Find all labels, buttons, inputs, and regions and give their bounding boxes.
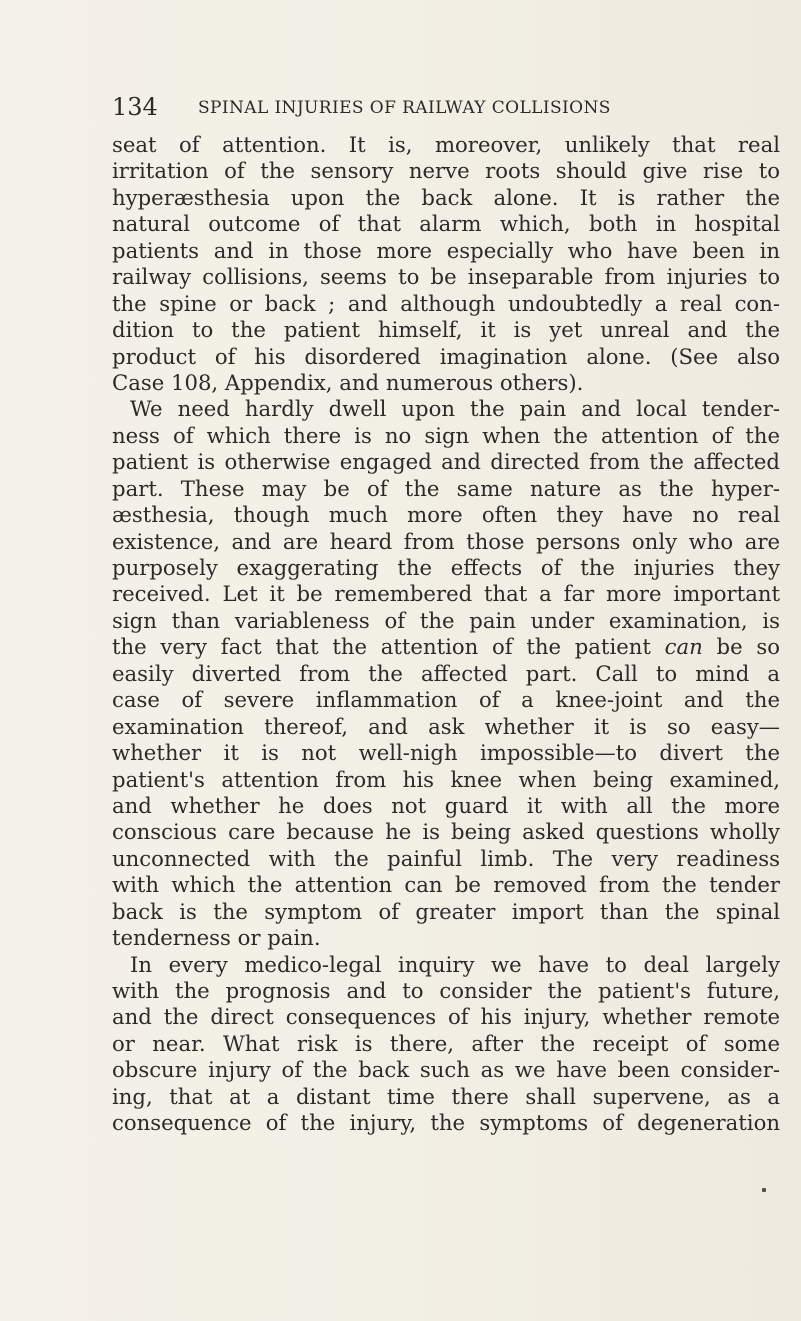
italic-can: can <box>664 634 703 660</box>
text-line: hyperæsthesia upon the back alone. It is rather the <box>112 184 780 210</box>
text-line: ing, that at a distant time there shall supervene, as a <box>112 1083 780 1109</box>
text-line: the spine or back ; and although undoubtedly a real con- <box>112 290 780 316</box>
text-line: whether it is not well-nigh impossible—to divert the <box>112 740 780 766</box>
text-line: with which the attention can be removed from the tender <box>112 872 780 898</box>
text-line: sign than variableness of the pain under examination, is <box>112 607 780 633</box>
text-line: existence, and are heard from those persons only who are <box>112 528 780 554</box>
text-line: dition to the patient himself, it is yet unreal and the <box>112 317 780 343</box>
text-line: and the direct consequences of his injury, whether remote <box>112 1004 780 1030</box>
text-line: part. These may be of the same nature as the hyper- <box>112 475 780 501</box>
text-line: patient's attention from his knee when being examined, <box>112 766 780 792</box>
text-line: patients and in those more especially who have been in <box>112 237 780 263</box>
text-line: patient is otherwise engaged and directed from the affected <box>112 449 780 475</box>
text-line: unconnected with the painful limb. The very readiness <box>112 845 780 871</box>
text-line: tenderness or pain. <box>112 925 321 951</box>
body-text <box>112 132 780 1137</box>
text-line: examination thereof, and ask whether it is so easy— <box>112 713 780 739</box>
text-line: easily diverted from the affected part. Call to mind a <box>112 660 780 686</box>
text-line: obscure injury of the back such as we have been consider- <box>112 1057 780 1083</box>
text-line: and whether he does not guard it with all the more <box>112 792 780 818</box>
page-number: 134 <box>112 93 158 121</box>
text-line: natural outcome of that alarm which, both in hospital <box>112 211 780 237</box>
text-line: product of his disordered imagination alone. (See also <box>112 343 780 369</box>
text-line: railway collisions, seems to be inseparable from injuries to <box>112 264 780 290</box>
text-line: ness of which there is no sign when the attention of the <box>112 422 780 448</box>
text-line: Case 108, Appendix, and numerous others). <box>112 369 584 395</box>
text-line-with-italic <box>112 634 780 660</box>
text-line: or near. What risk is there, after the receipt of some <box>112 1030 780 1056</box>
text-line: case of severe inflammation of a knee-joint and the <box>112 687 780 713</box>
text-line: seat of attention. It is, moreover, unlikely that real <box>112 132 780 157</box>
text-segment: be so <box>716 634 780 660</box>
running-head-title: SPINAL INJURIES OF RAILWAY COLLISIONS <box>198 98 611 118</box>
text-line: irritation of the sensory nerve roots should give rise to <box>112 158 780 184</box>
text-line: received. Let it be remembered that a far more important <box>112 581 780 607</box>
running-head <box>112 92 672 122</box>
text-line: conscious care because he is being asked questions wholly <box>112 819 780 845</box>
text-segment: the very fact that the attention of the patient <box>112 634 651 660</box>
text-line: æsthesia, though much more often they have no real <box>112 502 780 528</box>
print-speck <box>762 1188 766 1192</box>
text-line: with the prognosis and to consider the patient's future, <box>112 978 780 1003</box>
paragraph-start-line: In every medico-legal inquiry we have to deal largely <box>130 951 780 977</box>
text-line: consequence of the injury, the symptoms of degeneration <box>112 1110 780 1136</box>
text-line: back is the symptom of greater import than the spinal <box>112 898 780 924</box>
text-line: purposely exaggerating the effects of the injuries they <box>112 555 780 580</box>
paragraph-start-line: We need hardly dwell upon the pain and local tender- <box>130 396 780 422</box>
